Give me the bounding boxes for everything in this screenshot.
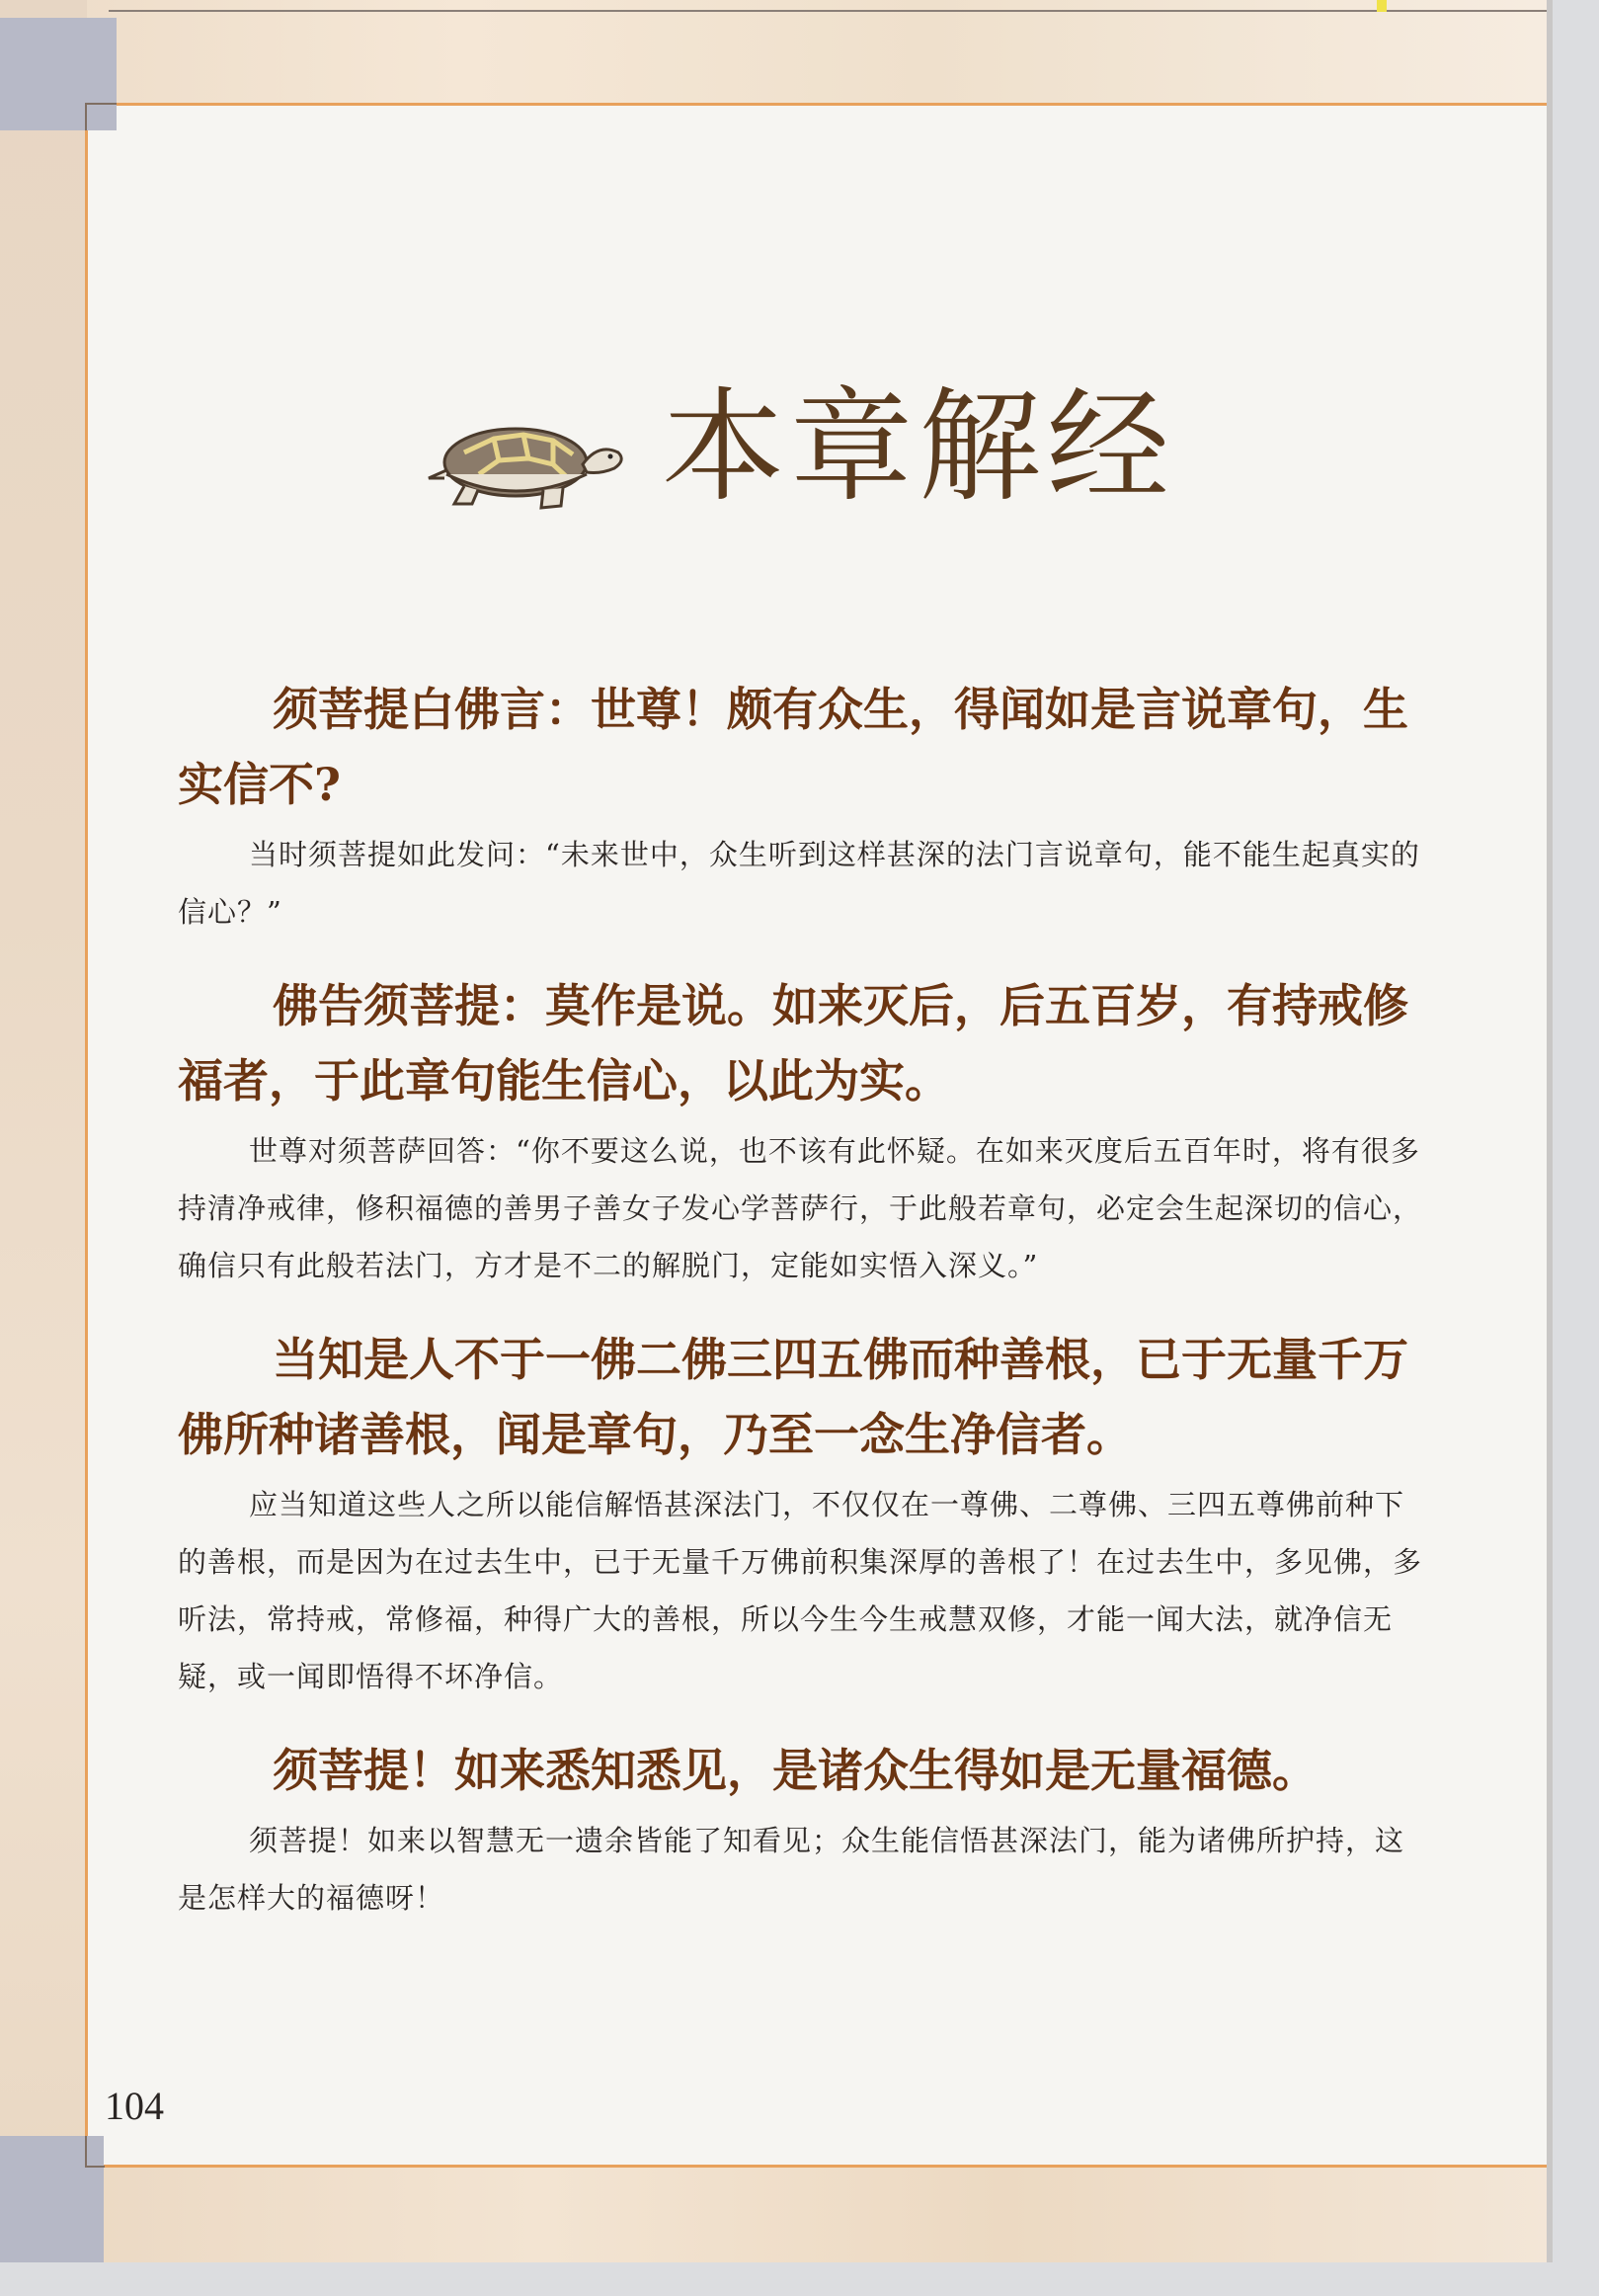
top-border-band: [0, 0, 1547, 103]
sutra-quote: 须菩提白佛言：世尊！颇有众生，得闻如是言说章句，生实信不?: [178, 683, 1408, 811]
sutra-content: [178, 672, 1430, 1954]
bottom-border-band: [0, 2166, 1547, 2262]
sutra-quote: 佛告须菩提：莫作是说。如来灭后，后五百岁，有持戒修福者，于此章句能生信心，以此为实。: [178, 979, 1408, 1107]
page-title: 本章解经: [662, 376, 1176, 519]
sutra-quote: 须菩提！如来悉知悉见，是诸众生得如是无量福德。: [273, 1744, 1318, 1797]
page-edge-shadow: [1547, 0, 1553, 2262]
top-rule-line: [109, 10, 1547, 12]
top-left-corner-frame: [85, 103, 117, 130]
sutra-section: [178, 968, 1430, 1294]
left-border-band: [0, 0, 87, 2262]
sutra-section: [178, 1322, 1430, 1705]
sutra-explanation: 当时须菩提如此发问：“未来世中，众生听到这样甚深的法门言说章句，能不能生起真实的信心？”: [178, 838, 1420, 929]
bottom-left-corner-frame: [85, 2136, 105, 2168]
scan-mark: [1377, 0, 1387, 12]
sutra-section: [178, 1733, 1430, 1927]
page-number: 104: [105, 2084, 164, 2128]
sutra-explanation: 应当知道这些人之所以能信解悟甚深法门，不仅仅在一尊佛、二尊佛、三四五尊佛前种下的善根，而是因为在过去生中，已于无量千万佛前积集深厚的善根了！在过去生中，多见佛，多听法，常持戒，常修福，种得广大的善根，所以今生今生戒慧双修，才能一闻大法，就净信无疑，或一闻即悟得不坏净信。: [178, 1488, 1423, 1693]
bottom-accent-line: [87, 2165, 1547, 2168]
sutra-quote: 当知是人不于一佛二佛三四五佛而种善根，已于无量千万佛所种诸善根，闻是章句，乃至一念生净信者。: [178, 1333, 1408, 1461]
sutra-section: [178, 672, 1430, 941]
turtle-icon: [425, 413, 627, 512]
top-accent-line: [87, 103, 1547, 106]
sutra-explanation: 须菩提！如来以智慧无一遗余皆能了知看见；众生能信悟甚深法门，能为诸佛所护持，这是怎样大的福德呀！: [178, 1824, 1405, 1915]
left-accent-line: [85, 103, 88, 2166]
sutra-explanation: 世尊对须菩萨回答：“你不要这么说，也不该有此怀疑。在如来灭度后五百年时，将有很多持清净戒律，修积福德的善男子善女子发心学菩萨行，于此般若章句，必定会生起深切的信心，确信只有此般若法门，方才是不二的解脱门，定能如实悟入深义。”: [178, 1134, 1423, 1282]
chapter-heading: [425, 373, 1215, 522]
